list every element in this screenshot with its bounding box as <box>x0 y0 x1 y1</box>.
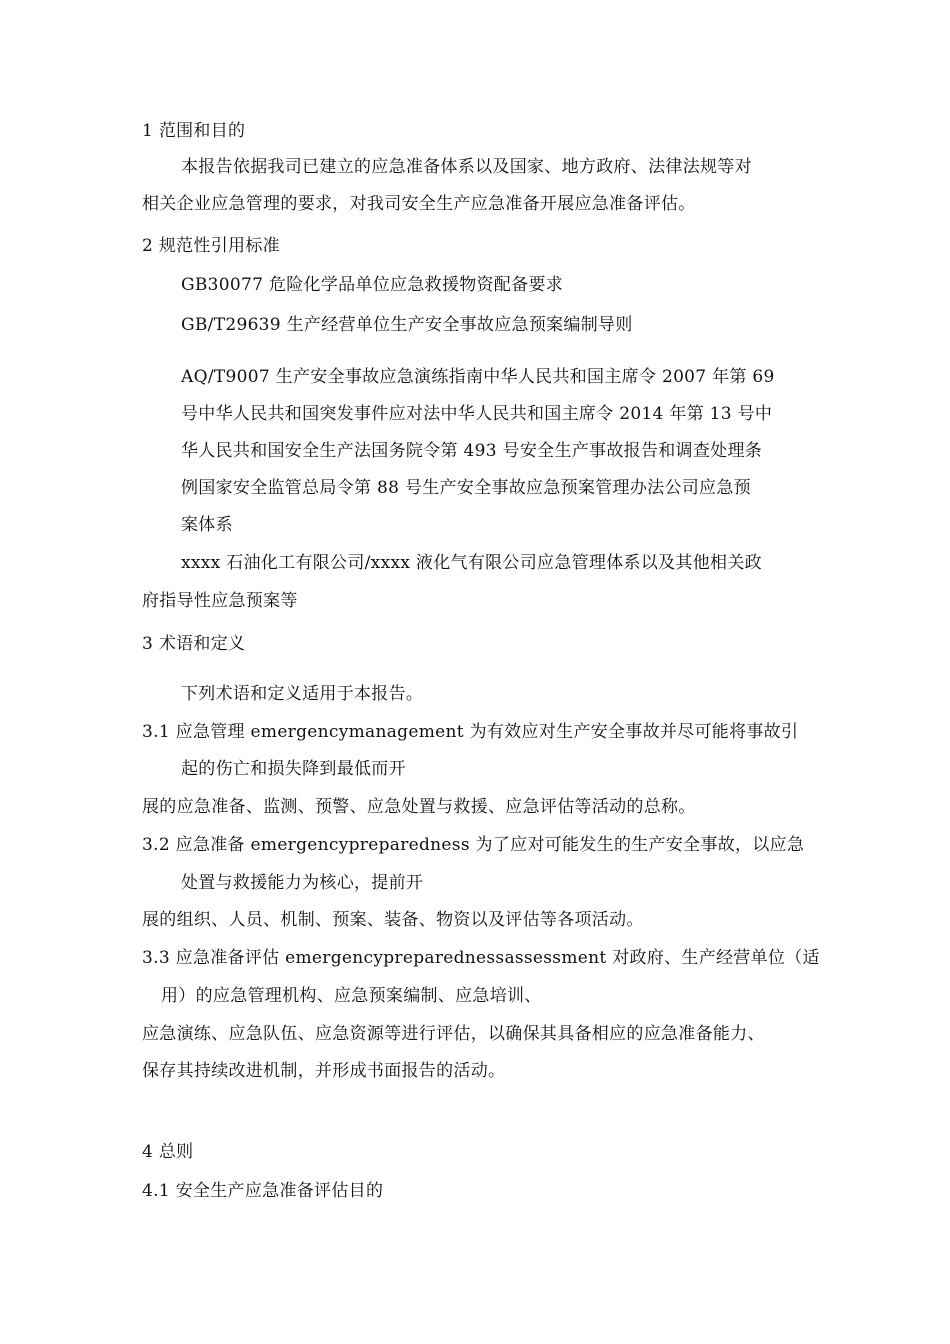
term-3-3-line: 应急演练、应急队伍、应急资源等进行评估，以确保其具备相应的应急准备能力、 <box>142 1024 765 1044</box>
reference-item: GB/T29639 生产经营单位生产安全事故应急预案编制导则 <box>181 315 633 335</box>
term-3-3-line: 保存其持续改进机制，并形成书面报告的活动。 <box>142 1061 506 1081</box>
reference-item-line: 府指导性应急预案等 <box>142 591 298 611</box>
term-3-2-line: 处置与救援能力为核心，提前开 <box>181 873 424 893</box>
term-3-1-line: 3.1 应急管理 emergencymanagement 为有效应对生产安全事故并尽可能将事故引 <box>142 722 799 742</box>
term-3-1-line: 展的应急准备、监测、预警、应急处置与救援、应急评估等活动的总称。 <box>142 797 696 817</box>
reference-item-line: 案体系 <box>181 515 233 535</box>
term-3-2-line: 展的组织、人员、机制、预案、装备、物资以及评估等各项活动。 <box>142 910 644 930</box>
subsection-4-1-heading: 4.1 安全生产应急准备评估目的 <box>142 1181 384 1201</box>
term-3-2-line: 3.2 应急准备 emergencypreparedness 为了应对可能发生的生产安全事故，以应急 <box>142 835 805 855</box>
reference-item-line: AQ/T9007 生产安全事故应急演练指南中华人民共和国主席令 2007 年第 69 <box>181 367 775 387</box>
reference-item-line: xxxx 石油化工有限公司/xxxx 液化气有限公司应急管理体系以及其他相关政 <box>181 553 762 573</box>
reference-item: GB30077 危险化学品单位应急救援物资配备要求 <box>181 275 564 295</box>
term-3-1-line: 起的伤亡和损失降到最低而开 <box>181 759 406 779</box>
term-3-3-line: 3.3 应急准备评估 emergencypreparednessassessment 对政府、生产经营单位（适 <box>142 948 820 968</box>
section-1-heading: 1 范围和目的 <box>142 121 246 141</box>
section-4-heading: 4 总则 <box>142 1142 194 1162</box>
section-1-paragraph-line: 本报告依据我司已建立的应急准备体系以及国家、地方政府、法律法规等对 <box>181 157 752 177</box>
reference-item-line: 例国家安全监管总局令第 88 号生产安全事故应急预案管理办法公司应急预 <box>181 478 751 498</box>
section-3-intro: 下列术语和定义适用于本报告。 <box>181 684 424 704</box>
reference-item-line: 华人民共和国安全生产法国务院令第 493 号安全生产事故报告和调查处理条 <box>181 441 763 461</box>
term-3-3-line: 用）的应急管理机构、应急预案编制、应急培训、 <box>161 986 542 1006</box>
section-1-paragraph-line: 相关企业应急管理的要求，对我司安全生产应急准备开展应急准备评估。 <box>142 194 696 214</box>
reference-item-line: 号中华人民共和国突发事件应对法中华人民共和国主席令 2014 年第 13 号中 <box>181 404 773 424</box>
section-2-heading: 2 规范性引用标准 <box>142 236 280 256</box>
section-3-heading: 3 术语和定义 <box>142 634 246 654</box>
